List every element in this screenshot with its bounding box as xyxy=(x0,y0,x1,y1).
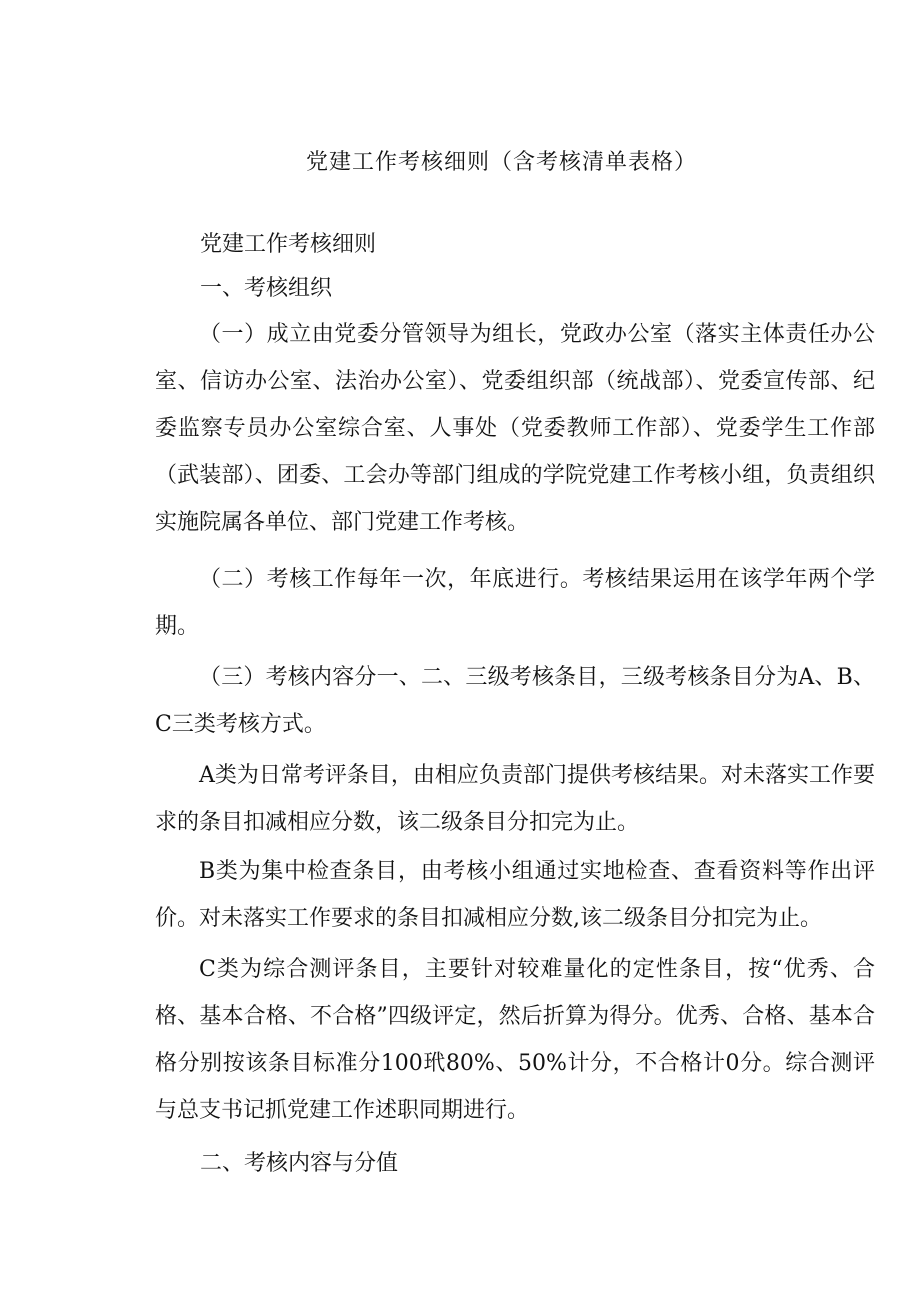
paragraph-type-a: A类为日常考评条目，由相应负责部门提供考核结果。对未落实工作要求的条目扣减相应分数，该二级条目分扣完为止。 xyxy=(155,763,875,835)
paragraph-organization-team: （一）成立由党委分管领导为组长，党政办公室（落实主体责任办公室、信访办公室、法治办公室）、党委组织部（统战部）、党委宣传部、纪委监察专员办公室综合室、人事处（党委教师工作部）、党委学生工作部（武装部）、团委、工会办等部门组成的学院党建工作考核小组，负责组织实施院属各单位、部门党建工作考核。 xyxy=(155,322,875,535)
paragraph-type-c: C类为综合测评条目，主要针对较难量化的定性条目，按“优秀、合格、基本合格、不合格”四级评定，然后折算为得分。优秀、合格、基本合格分别按该条目标准分100玳80%、50%计分，不合格计0分。综合测评与总支书记抓党建工作述职同期进行。 xyxy=(155,957,875,1123)
paragraph-annual-assessment: （二）考核工作每年一次，年底进行。考核结果运用在该学年两个学期。 xyxy=(155,567,875,639)
paragraph-type-b: B类为集中检查条目，由考核小组通过实地检查、查看资料等作出评价。对未落实工作要求的条目扣减相应分数,该二级条目分扣完为止。 xyxy=(155,859,875,931)
document-title: 党建工作考核细则（含考核清单表格） xyxy=(305,150,697,175)
section-heading-content-score: 二、考核内容与分值 xyxy=(200,1151,399,1176)
paragraph-assessment-levels: （三）考核内容分一、二、三级考核条目，三级考核条目分为A、B、C三类考核方式。 xyxy=(155,665,875,737)
section-heading-organization: 一、考核组织 xyxy=(200,276,333,301)
section-title: 党建工作考核细则 xyxy=(200,232,377,257)
